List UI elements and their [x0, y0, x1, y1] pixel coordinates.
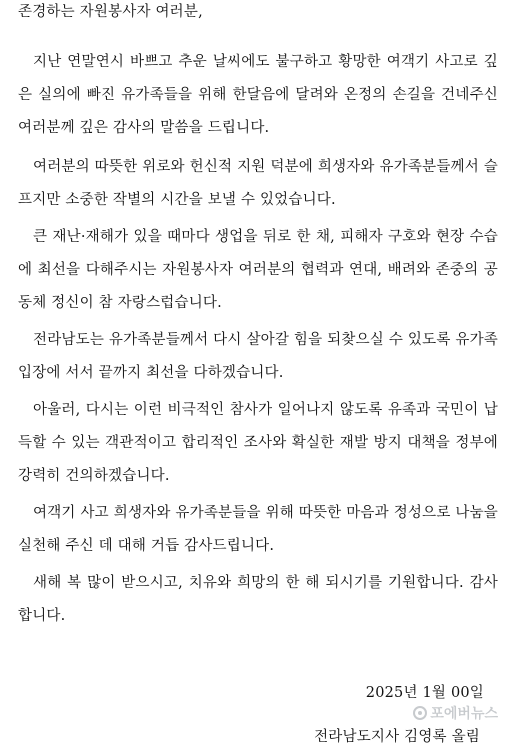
letter-paragraph-5: 아울러, 다시는 이런 비극적인 참사가 일어나지 않도록 유족과 국민이 납득할 수 있는 객관적이고 합리적인 조사와 확실한 재발 방지 대책을 정부에 강력히 건의하겠습니다. — [18, 402, 498, 484]
letter-date: 2025년 1월 00일 — [365, 685, 484, 701]
letter-paragraph-6: 여객기 사고 희생자와 유가족분들을 위해 따뜻한 마음과 정성으로 나눔을 실천해 주신 데 대해 거듭 감사드립니다. — [18, 505, 498, 554]
news-watermark — [413, 703, 498, 723]
letter-paragraph-7: 새해 복 많이 받으시고, 치유와 희망의 한 해 되시기를 기원합니다. 감사합니다. — [18, 575, 498, 624]
news-logo-icon — [413, 706, 427, 720]
letter-greeting: 존경하는 자원봉사자 여러분, — [18, 4, 203, 20]
letter-signature: 전라남도지사 김영록 올림 — [314, 729, 480, 745]
watermark-text: 포에버뉴스 — [430, 706, 498, 722]
letter-paragraph-4: 전라남도는 유가족분들께서 다시 살아갈 힘을 되찾으실 수 있도록 유가족 입장에 서서 끝까지 최선을 다하겠습니다. — [18, 332, 498, 381]
letter-paragraph-2: 여러분의 따뜻한 위로와 헌신적 지원 덕분에 희생자와 유가족분들께서 슬프지만 소중한 작별의 시간을 보낼 수 있었습니다. — [18, 159, 498, 208]
letter-paragraph-3: 큰 재난·재해가 있을 때마다 생업을 뒤로 한 채, 피해자 구호와 현장 수습에 최선을 다해주시는 자원봉사자 여러분의 협력과 연대, 배려와 존중의 공동체 정신이 참 자랑스럽습니다. — [18, 229, 498, 311]
letter-paragraph-1: 지난 연말연시 바쁘고 추운 날씨에도 불구하고 황망한 여객기 사고로 깊은 실의에 빠진 유가족들을 위해 한달음에 달려와 온정의 손길을 건네주신 여러분께 깊은 감사의 말씀을 드립니다. — [18, 54, 498, 136]
